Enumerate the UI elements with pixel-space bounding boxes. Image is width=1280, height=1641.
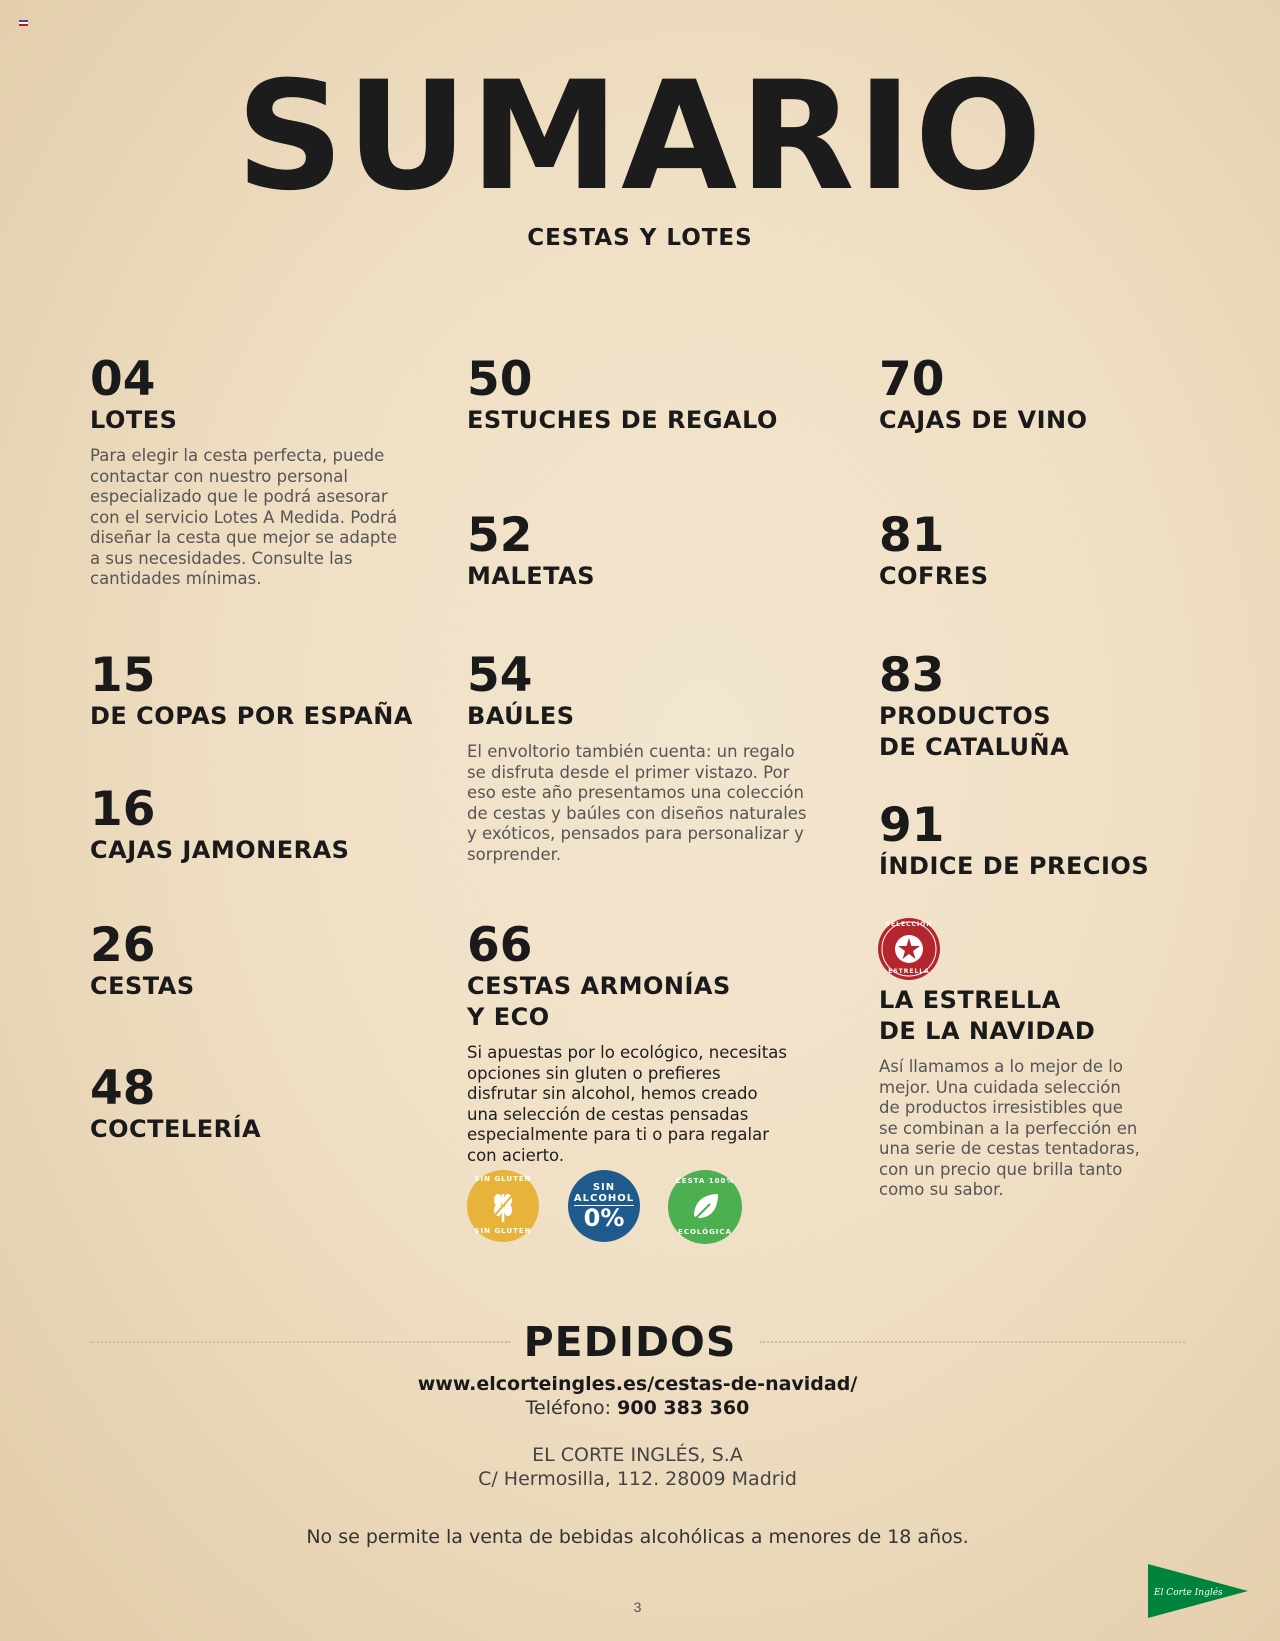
page-number: 3 xyxy=(633,1599,642,1615)
gluten-free-badge xyxy=(467,1170,539,1242)
phone-line xyxy=(0,1397,1275,1419)
toc-description: Si apuestas por lo ecológico, necesitas opciones sin gluten o prefieres disfrutar sin alcohol, hemos creado una selección de cestas pensadas especialmente para ti o para regalar con acierto. xyxy=(467,1043,787,1165)
toc-label: MALETAS xyxy=(467,562,596,590)
toc-item-cestas[interactable] xyxy=(90,918,410,1002)
toc-label: ÍNDICE DE PRECIOS xyxy=(879,852,1150,880)
toc-item-copas[interactable] xyxy=(90,648,430,732)
page-subtitle: CESTAS Y LOTES xyxy=(527,225,753,251)
badge-bottom-text: ESTRELLA xyxy=(888,968,930,976)
toc-page-number: 48 xyxy=(90,1061,156,1116)
eco-badge xyxy=(668,1170,742,1244)
logo-text: El Corte Inglés xyxy=(1154,1588,1223,1598)
page-title: SUMARIO xyxy=(235,50,1045,224)
toc-item-maletas[interactable] xyxy=(467,508,827,592)
toc-description: El envoltorio también cuenta: un regalo se disfruta desde el primer vistazo. Por eso este año presentamos una colección de cestas y baúles con diseños naturales y exóticos, pensados para personalizar y sorprender. xyxy=(467,742,807,864)
toc-page-number: 91 xyxy=(879,798,945,853)
toc-description: Para elegir la cesta perfecta, puede contactar con nuestro personal especializado que le podrá asesorar con el servicio Lotes A Medida. Podrá diseñar la cesta que mejor se adapte a sus necesidades. Consulte las cantidades mínimas. xyxy=(90,446,398,588)
toc-label-line1: CESTAS ARMONÍAS xyxy=(467,972,731,1000)
toc-label: BAÚLES xyxy=(467,702,575,730)
toc-item-precios[interactable] xyxy=(879,798,1209,882)
toc-page-number: 54 xyxy=(467,648,533,703)
toc-label: CESTAS xyxy=(90,972,195,1000)
badge-top-text: CESTA 100% xyxy=(675,1177,735,1185)
toc-page-number: 52 xyxy=(467,508,533,563)
toc-label: LOTES xyxy=(90,406,178,434)
toc-page-number: 50 xyxy=(467,352,533,407)
toc-page-number: 70 xyxy=(879,352,945,407)
phone-number[interactable]: 900 383 360 xyxy=(617,1397,750,1419)
toc-label-line2: Y ECO xyxy=(467,1003,550,1031)
address: C/ Hermosilla, 112. 28009 Madrid xyxy=(478,1468,797,1490)
toc-item-cocteleria[interactable] xyxy=(90,1061,410,1145)
toc-page-number: 26 xyxy=(90,918,156,973)
toc-page-number: 16 xyxy=(90,782,156,837)
badge-bottom-text: SIN GLUTEN xyxy=(474,1227,532,1236)
toc-item-estuches[interactable] xyxy=(467,352,827,436)
toc-item-armonias[interactable] xyxy=(467,918,827,1166)
toc-page-number: 81 xyxy=(879,508,945,563)
toc-label: CAJAS JAMONERAS xyxy=(90,836,350,864)
toc-item-jamoneras[interactable] xyxy=(90,782,430,866)
toc-page-number: 04 xyxy=(90,352,156,407)
toc-item-estrella[interactable] xyxy=(879,985,1209,1201)
language-flag-icon[interactable] xyxy=(19,20,28,26)
company-address xyxy=(0,1443,1275,1491)
toc-item-cofres[interactable] xyxy=(879,508,1209,592)
legal-notice: No se permite la venta de bebidas alcohólicas a menores de 18 años. xyxy=(306,1526,969,1548)
toc-page-number: 83 xyxy=(879,648,945,703)
pedidos-title: PEDIDOS xyxy=(523,1318,737,1366)
toc-label: ESTUCHES DE REGALO xyxy=(467,406,778,434)
toc-item-vino[interactable] xyxy=(879,352,1209,436)
el-corte-ingles-logo[interactable] xyxy=(1146,1562,1250,1620)
toc-page-number: 15 xyxy=(90,648,156,703)
badge-value: 0% xyxy=(583,1204,625,1232)
alcohol-free-badge xyxy=(568,1170,640,1242)
seleccion-estrella-badge xyxy=(878,918,940,980)
badge-bottom-text: ECOLÓGICA xyxy=(678,1228,732,1237)
toc-label-line2: DE LA NAVIDAD xyxy=(879,1017,1096,1045)
badge-top-text: SELECCIÓN xyxy=(885,921,933,928)
toc-item-lotes[interactable] xyxy=(90,352,410,590)
toc-label: COFRES xyxy=(879,562,989,590)
toc-description: Así llamamos a lo mejor de lo mejor. Una cuidada selección de productos irresistibles que se combinan a la perfección en una serie de cestas tentadoras, con un precio que brilla tanto como su sabor. xyxy=(879,1057,1140,1199)
phone-label: Teléfono: xyxy=(525,1397,612,1419)
toc-item-baules[interactable] xyxy=(467,648,827,865)
toc-label: COCTELERÍA xyxy=(90,1115,262,1143)
toc-label-line1: PRODUCTOS xyxy=(879,702,1052,730)
badge-line2: ALCOHOL xyxy=(573,1193,635,1204)
company-name: EL CORTE INGLÉS, S.A xyxy=(532,1444,743,1466)
toc-label-line1: LA ESTRELLA xyxy=(879,986,1061,1014)
toc-page-number: 66 xyxy=(467,918,533,973)
toc-label: DE COPAS POR ESPAÑA xyxy=(90,702,413,730)
toc-label: CAJAS DE VINO xyxy=(879,406,1088,434)
badge-top-text: SIN GLUTEN xyxy=(474,1175,532,1183)
toc-item-cataluna[interactable] xyxy=(879,648,1209,763)
badge-line1: SIN xyxy=(592,1182,616,1193)
toc-label-line2: DE CATALUÑA xyxy=(879,733,1070,761)
orders-url-link[interactable]: www.elcorteingles.es/cestas-de-navidad/ xyxy=(417,1373,858,1395)
